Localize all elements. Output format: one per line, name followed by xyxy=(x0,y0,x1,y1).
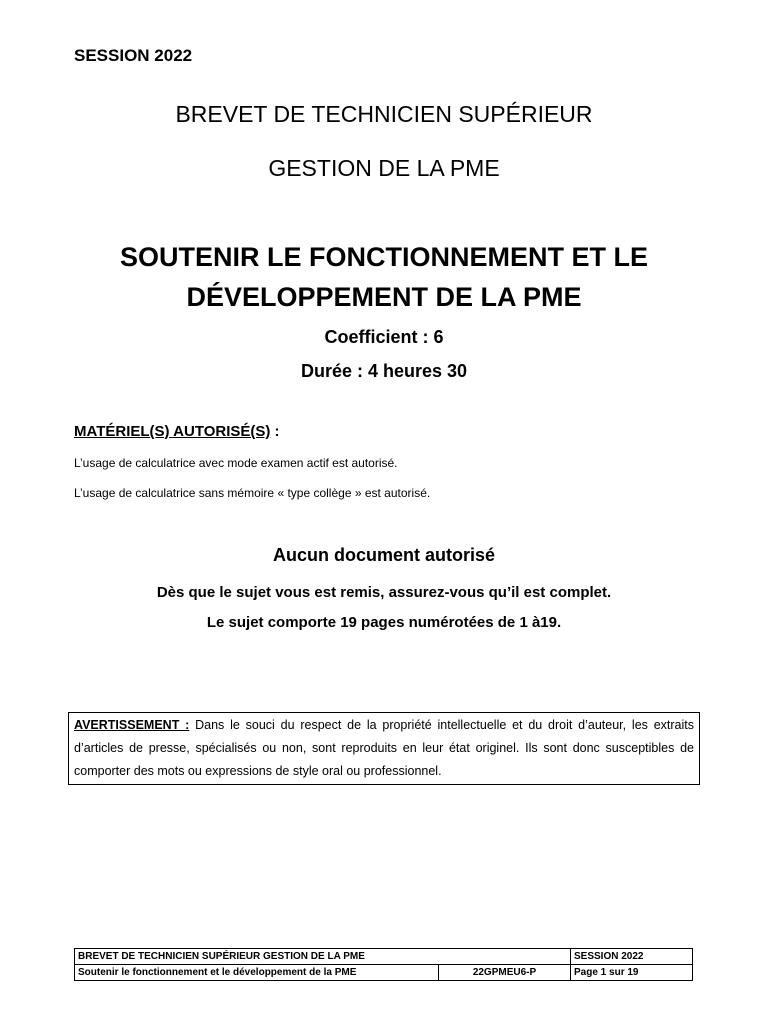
materials-heading xyxy=(74,423,280,440)
footer-session: SESSION 2022 xyxy=(571,949,693,965)
exam-title xyxy=(0,237,768,317)
warning-text: Dans le souci du respect de la propriété intellectuelle et du droit d’auteur, les extraits d’articles de presse, spécialisés ou non, sont reproduits en leur état originel. Ils sont donc susceptibles de comporter des mots ou expressions de style oral ou professionnel. xyxy=(74,718,694,778)
page-count-notice: Le sujet comporte 19 pages numérotées de 1 à19. xyxy=(206,614,562,631)
check-complete-notice: Dès que le sujet vous est remis, assurez-vous qu’il est complet. xyxy=(156,584,612,601)
materials-line-1: L’usage de calculatrice avec mode examen actif est autorisé. xyxy=(74,456,398,470)
diploma-title: BREVET DE TECHNICIEN SUPÉRIEUR xyxy=(175,101,593,127)
footer-table xyxy=(74,948,693,981)
materials-line-2: L’usage de calculatrice sans mémoire « type collège » est autorisé. xyxy=(74,486,431,500)
warning-label: AVERTISSEMENT : xyxy=(74,718,190,732)
materials-heading-suffix: : xyxy=(270,423,280,440)
footer-diploma: BREVET DE TECHNICIEN SUPÉRIEUR GESTION DE LA PME xyxy=(75,949,571,965)
materials-heading-text: MATÉRIEL(S) AUTORISÉ(S) xyxy=(74,423,271,440)
session-label: SESSION 2022 xyxy=(74,46,193,65)
warning-box xyxy=(68,712,700,785)
footer-subject: Soutenir le fonctionnement et le développement de la PME xyxy=(75,965,439,981)
no-document-notice: Aucun document autorisé xyxy=(272,545,496,565)
exam-title-line1: SOUTENIR LE FONCTIONNEMENT ET LE xyxy=(119,242,648,272)
exam-title-line2: DÉVELOPPEMENT DE LA PME xyxy=(186,282,582,312)
footer-row-1 xyxy=(75,949,693,965)
duration: Durée : 4 heures 30 xyxy=(300,361,468,381)
specialty-title: GESTION DE LA PME xyxy=(268,155,500,181)
footer-page-number: Page 1 sur 19 xyxy=(571,965,693,981)
footer-row-2 xyxy=(75,965,693,981)
footer-code: 22GPMEU6-P xyxy=(439,965,571,981)
coefficient: Coefficient : 6 xyxy=(324,327,444,347)
